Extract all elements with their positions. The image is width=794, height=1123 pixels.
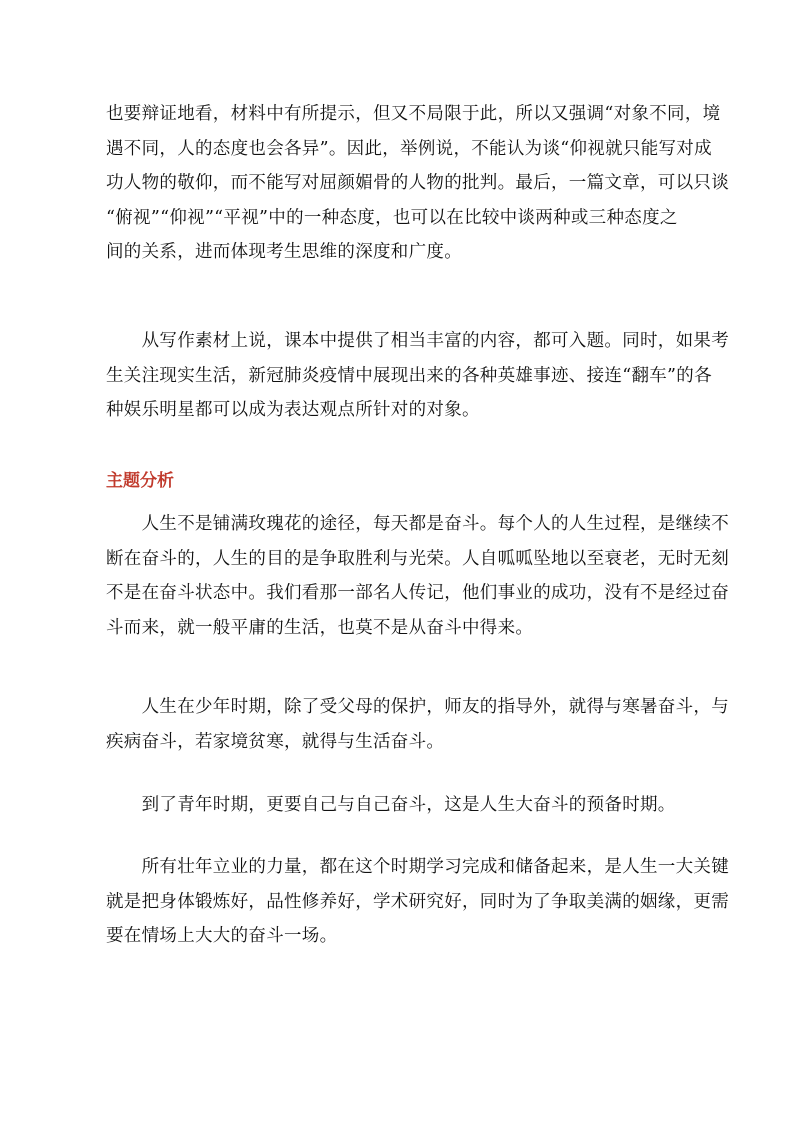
paragraph-young-adult-period xyxy=(106,788,718,823)
text-line: 遇不同，人的态度也会各异”。因此，举例说，不能认为谈“仰视就只能写对成 xyxy=(106,138,712,159)
text-line: 就是把身体锻炼好，品性修养好，学术研究好，同时为了争取美满的姻缘，更需 xyxy=(106,891,729,912)
text-line: 疾病奋斗，若家境贫寒，就得与生活奋斗。 xyxy=(106,731,445,752)
paragraph-prime-years xyxy=(106,850,729,954)
paragraph-youth-period xyxy=(106,690,729,759)
text-line: 功人物的敬仰，而不能写对屈颜媚骨的人物的批判。最后，一篇文章，可以只谈 xyxy=(106,173,729,193)
text-line: 斗而来，就一般平庸的生活，也莫不是从奋斗中得来。 xyxy=(106,617,534,638)
text-line: 人生在少年时期，除了受父母的保护，师友的指导外，就得与寒暑奋斗，与 xyxy=(106,697,729,717)
paragraph-dialectical-view xyxy=(106,97,729,270)
text-line: 间的关系，进而体现考生思维的深度和广度。 xyxy=(106,242,462,262)
paragraph-writing-materials xyxy=(106,324,729,428)
text-line: 断在奋斗的，人生的目的是争取胜利与光荣。人自呱呱坠地以至衰老，无时无刻 xyxy=(106,548,729,569)
text-line: 生关注现实生活，新冠肺炎疫情中展现出来的各种英雄事迹、接连“翻车”的各 xyxy=(106,365,712,386)
text-line: 种娱乐明星都可以成为表达观点所针对的对象。 xyxy=(106,400,480,420)
text-line: 要在情场上大大的奋斗一场。 xyxy=(106,926,338,946)
text-line: 也要辩证地看，材料中有所提示，但又不局限于此，所以又强调“对象不同，境 xyxy=(106,104,721,124)
text-line: 人生不是铺满玫瑰花的途径，每天都是奋斗。每个人的人生过程，是继续不 xyxy=(106,514,729,534)
text-line: 到了青年时期，更要自己与自己奋斗，这是人生大奋斗的预备时期。 xyxy=(106,795,676,815)
paragraph-life-struggle xyxy=(106,507,729,645)
text-line: “俯视”“仰视”“平视”中的一种态度，也可以在比较中谈两种或三种态度之 xyxy=(106,207,678,228)
text-line: 不是在奋斗状态中。我们看那一部名人传记，他们事业的成功，没有不是经过奋 xyxy=(106,583,729,603)
text-line: 从写作素材上说，课本中提供了相当丰富的内容，都可入题。同时，如果考 xyxy=(106,331,729,351)
text-line: 所有壮年立业的力量，都在这个时期学习完成和储备起来，是人生一大关键 xyxy=(106,857,729,877)
section-heading-theme-analysis: 主题分析 xyxy=(106,471,174,491)
